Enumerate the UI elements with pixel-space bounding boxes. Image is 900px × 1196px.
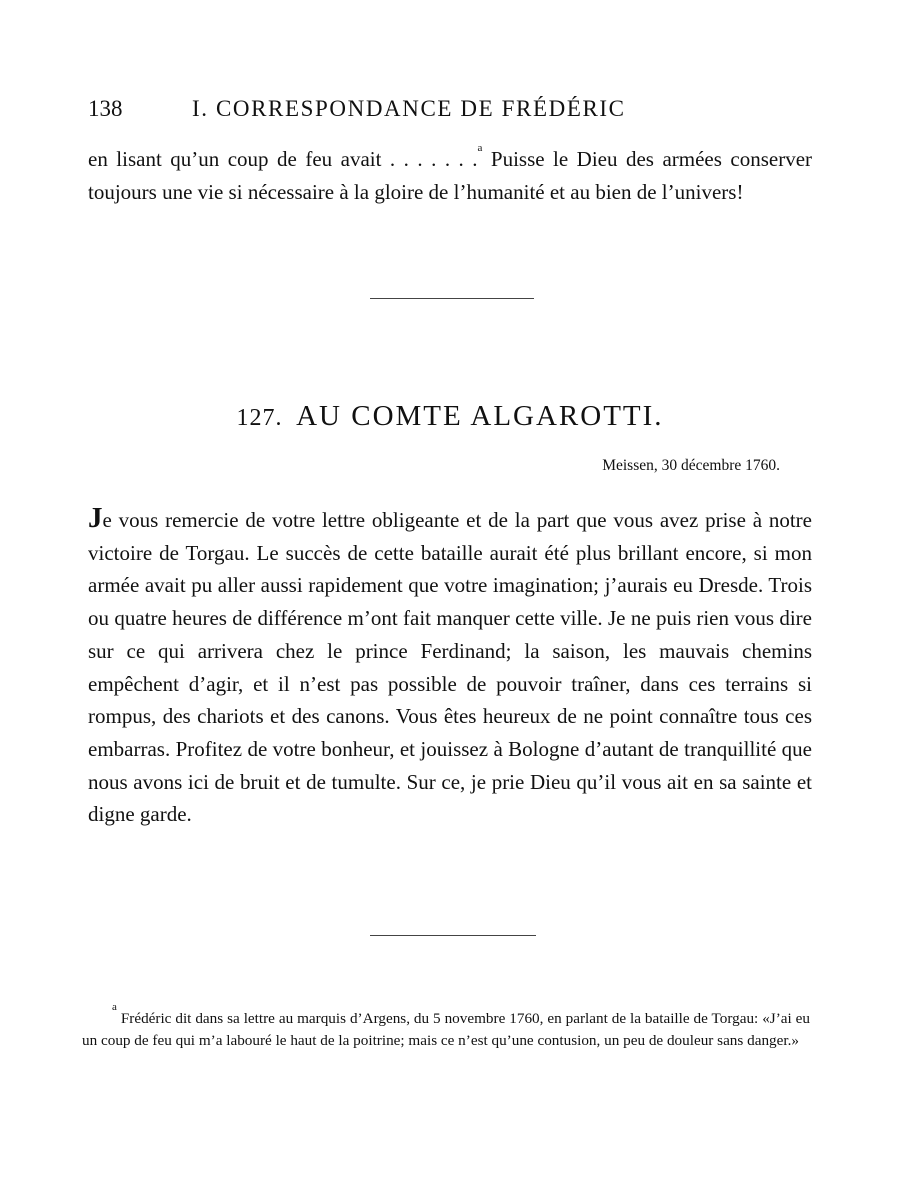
drop-cap: J xyxy=(88,502,103,534)
page-header xyxy=(88,96,808,126)
section-divider-bottom xyxy=(370,935,536,936)
letter-body-text: e vous remercie de votre lettre obligeante et de la part que vous avez prise à notre victoire de Torgau. Le succès de cette bataille aurait été plus brillant encore, si mon armée avait pu aller aussi rapidement que votre imagination; j’aurais eu Dresde. Trois ou quatre heures de différence m’ont fait manquer cette ville. Je ne puis rien vous dire sur ce qui arrivera chez le prince Ferdinand; la saison, les mauvais chemins empêchent d’agir, et il n’est pas possible de pouvoir traîner, dans ces terrains si rompus, des chariots et des canons. Vous êtes heureux de ne point connaître tous ces embarras. Profitez de votre bonheur, et jouissez à Bologne d’autant de tranquillité que nous avons ici de bruit et de tumulte. Sur ce, je prie Dieu qu’il vous ait en sa sainte et digne garde. xyxy=(88,508,812,827)
letter-body xyxy=(88,502,812,831)
section-divider-top xyxy=(370,298,534,299)
letter-number: 127. xyxy=(236,405,283,431)
page-number: 138 xyxy=(88,96,123,121)
footnote-mark: a xyxy=(112,1000,117,1013)
running-head: I. CORRESPONDANCE DE FRÉDÉRIC xyxy=(192,96,626,121)
footnote-reference-mark: a xyxy=(477,142,483,154)
letter-heading xyxy=(0,400,900,433)
continuation-text-after-mark: Puisse le Dieu des armées conserver toujours une vie si nécessaire à la gloire de l’humanité et au bien de l’univers! xyxy=(88,147,813,204)
footnote-text: Frédéric dit dans sa lettre au marquis d’Argens, du 5 novembre 1760, en parlant de la bataille de Torgau: «J’ai eu un coup de feu qui m’a labouré le haut de la poitrine; mais ce n’est qu’une contusion, un peu de douleur sans danger.» xyxy=(82,1010,810,1049)
letter-dateline: Meissen, 30 décembre 1760. xyxy=(602,457,780,474)
continuation-text-before-mark: en lisant qu’un coup de feu avait . . . . . . . xyxy=(88,147,478,171)
letter-title: AU COMTE ALGAROTTI. xyxy=(296,400,664,432)
continuation-paragraph xyxy=(88,143,812,208)
footnote xyxy=(82,1000,810,1052)
